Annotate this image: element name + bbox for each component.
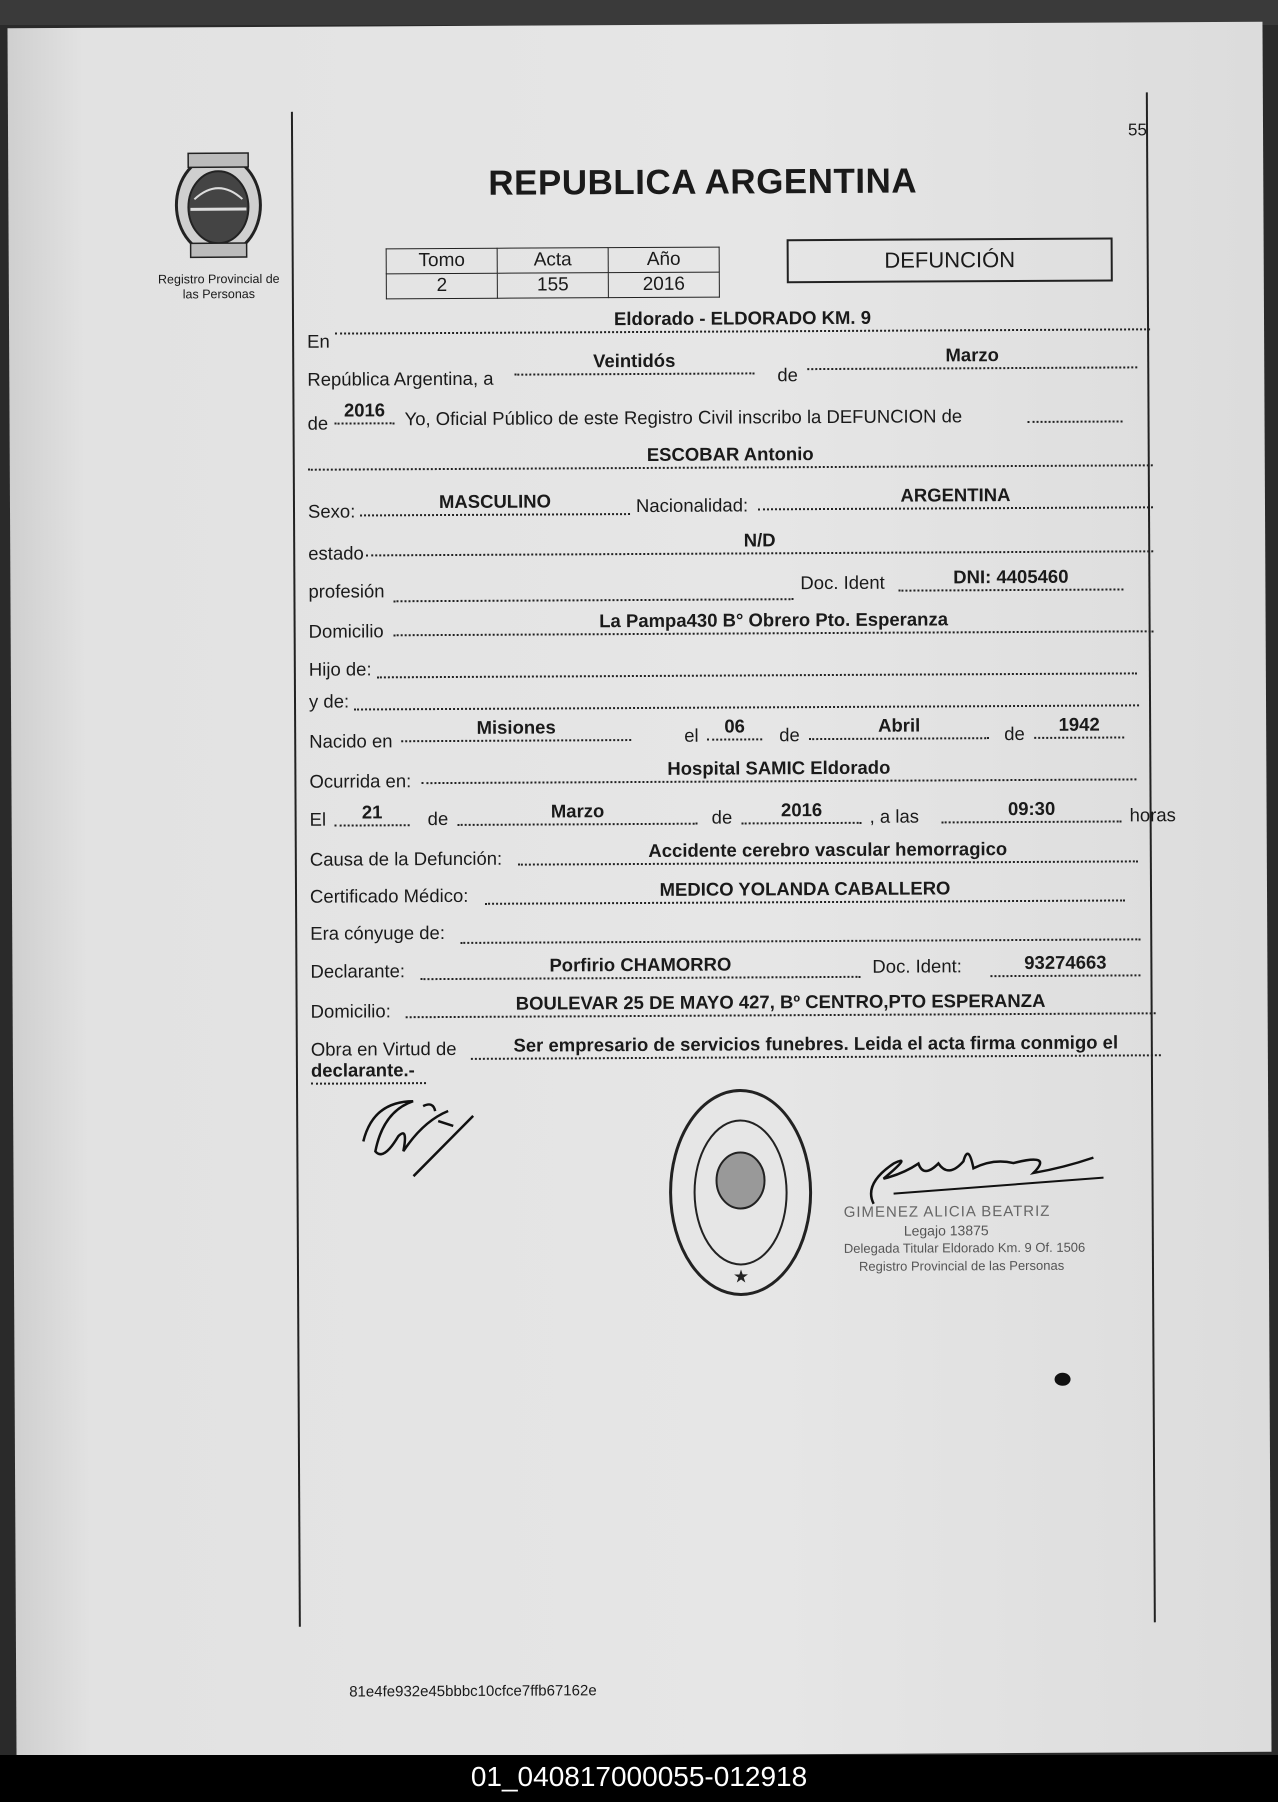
decl-dom-value: BOULEVAR 25 DE MAYO 427, Bº CENTRO,PTO ESPERANZA [406, 990, 1156, 1018]
document-hash: 81e4fe932e45bbbc10cfce7ffb67162e [349, 1682, 597, 1701]
de-label-3: de [779, 724, 800, 746]
causa-value: Accidente cerebro vascular hemorragico [518, 838, 1138, 865]
acta-header-anio: Año [608, 247, 719, 273]
scan-top-edge [0, 0, 1278, 25]
declarante-value: Porfirio CHAMORRO [420, 954, 860, 980]
official-stamp-text [844, 1203, 1086, 1276]
record-type-box: DEFUNCIÓN [787, 238, 1113, 284]
profesion-label: profesión [308, 580, 385, 602]
obra-line1: Ser empresario de servicios funebres. Leida el acta firma conmigo el [471, 1032, 1161, 1060]
scan-footer [0, 1755, 1278, 1802]
de-label-5: de [427, 808, 449, 830]
estado-label: estado [308, 542, 364, 564]
ocurrida-label: Ocurrida en: [309, 770, 412, 792]
misiones-seal-logo [158, 147, 279, 268]
decl-doc-value: 93274663 [990, 952, 1140, 977]
page-number: 55 [1127, 120, 1147, 140]
death-time: 09:30 [942, 798, 1122, 823]
day-text-value: Veintidós [514, 350, 754, 375]
republica-label: República Argentina, a [307, 367, 494, 390]
death-day: 21 [335, 802, 410, 826]
ink-blot [1055, 1373, 1071, 1386]
birth-month: Abril [809, 715, 989, 740]
left-margin-line [291, 112, 301, 1627]
official-signature [853, 1133, 1113, 1214]
en-label: En [307, 330, 330, 352]
registry-name [139, 272, 299, 303]
conyuge-value [460, 916, 1140, 944]
death-year: 2016 [742, 800, 862, 825]
svg-text:★: ★ [732, 1266, 750, 1288]
hijo-label: Hijo de: [308, 658, 372, 680]
certificate-page [7, 22, 1271, 1759]
sexo-label: Sexo: [307, 500, 356, 522]
declarante-label: Declarante: [310, 960, 406, 982]
registry-line2: las Personas [182, 287, 256, 302]
horas-label: horas [1129, 804, 1176, 826]
birth-year: 1942 [1034, 714, 1124, 738]
scan-id: 01_040817000055-012918 [470, 1761, 808, 1792]
de-label-1: de [777, 364, 798, 386]
registry-stamp [665, 1082, 816, 1303]
acta-table [386, 247, 720, 300]
doc-label: Doc. Ident [800, 571, 885, 594]
official-cargo: Delegada Titular Eldorado Km. 9 Of. 1506 [843, 1239, 1086, 1256]
el-date-label: El [309, 808, 327, 830]
de-label-6: de [711, 806, 733, 828]
registry-line1: Registro Provincial de [157, 271, 280, 287]
official-legajo: Legajo 13875 [903, 1222, 989, 1239]
obra-label: Obra en Virtud de [310, 1037, 457, 1060]
obra-line2: declarante.- [311, 1060, 426, 1085]
inscription-blank [1027, 398, 1122, 422]
page-title: REPUBLICA ARGENTINA [488, 161, 918, 203]
yde-label: y de: [308, 690, 350, 712]
ocurrida-value: Hospital SAMIC Eldorado [421, 756, 1136, 784]
place-value: Eldorado - ELDORADO KM. 9 [335, 306, 1150, 334]
declarant-signature [353, 1081, 484, 1192]
conyuge-label: Era cónyuge de: [310, 922, 446, 944]
acta-header-tomo: Tomo [386, 248, 497, 274]
acta-value-acta: 155 [497, 273, 608, 299]
estado-value: N/D [366, 528, 1153, 556]
official-registro: Registro Provincial de las Personas [858, 1257, 1065, 1274]
de-label-2: de [307, 412, 329, 434]
acta-value-tomo: 2 [386, 273, 497, 299]
birth-day: 06 [707, 716, 762, 740]
decl-doc-label: Doc. Ident: [872, 955, 962, 977]
yde-value [354, 682, 1139, 710]
domicilio-value: La Pampa430 B° Obrero Pto. Esperanza [394, 608, 1154, 636]
alas-label: , a las [869, 805, 920, 827]
el-label: el [684, 724, 699, 746]
causa-label: Causa de la Defunción: [309, 847, 503, 870]
deceased-name: ESCOBAR Antonio [308, 442, 1153, 470]
inscription-text: Yo, Oficial Público de este Registro Civil inscribo la DEFUNCION de [404, 405, 963, 430]
official-name: GIMENEZ ALICIA BEATRIZ [843, 1202, 1051, 1221]
month-text-value: Marzo [807, 344, 1137, 370]
cert-label: Certificado Médico: [309, 884, 469, 907]
domicilio-label: Domicilio [308, 620, 384, 642]
de-label-4: de [1004, 722, 1025, 745]
doc-value: DNI: 4405460 [898, 566, 1123, 591]
nacido-label: Nacido en [309, 730, 393, 752]
decl-dom-label: Domicilio: [310, 1000, 391, 1022]
acta-header-acta: Acta [497, 248, 608, 274]
year-value: 2016 [334, 400, 394, 424]
sexo-value: MASCULINO [360, 491, 630, 516]
death-month: Marzo [458, 801, 698, 826]
profesion-value [393, 576, 793, 602]
hijo-value [377, 650, 1137, 678]
nacionalidad-value: ARGENTINA [758, 484, 1153, 510]
nacido-value: Misiones [401, 717, 631, 742]
acta-value-anio: 2016 [608, 272, 719, 298]
nacionalidad-label: Nacionalidad: [635, 494, 749, 517]
cert-value: MEDICO YOLANDA CABALLERO [485, 877, 1125, 904]
